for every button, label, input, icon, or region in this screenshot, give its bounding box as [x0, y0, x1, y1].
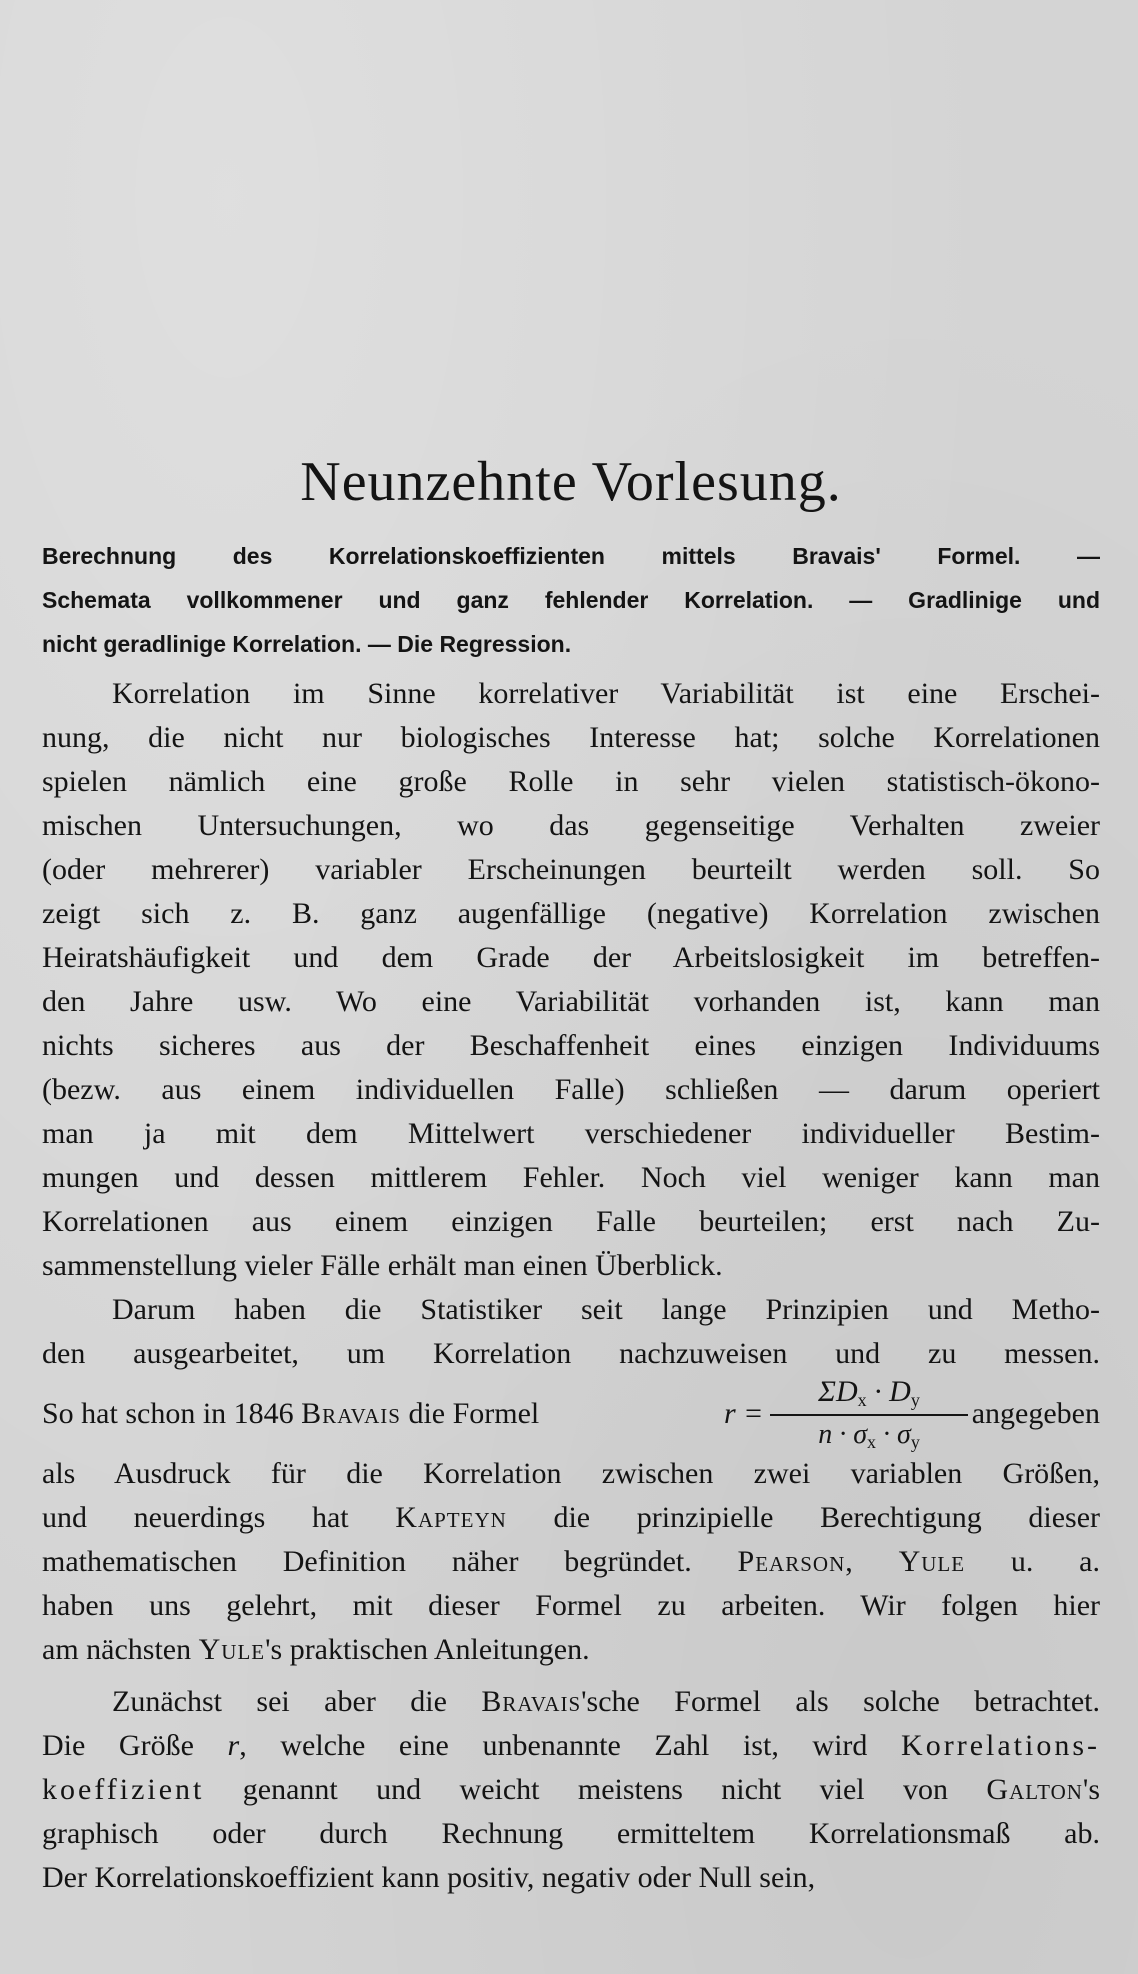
- paragraph-2: [42, 1288, 1100, 1672]
- text-line: (oder mehrerer) variabler Erscheinungen beurteilt werden soll. So: [42, 853, 1100, 886]
- formula-denominator: $n \cdot \sigma_x \cdot \sigma_y$: [818, 1419, 920, 1452]
- text-line: Der Korrelationskoeffizient kann positiv, negativ oder Null sein,: [42, 1861, 816, 1894]
- summary-line-1: Berechnung des Korrelationskoeffizienten mittels Bravais' Formel. —: [42, 543, 1100, 569]
- text-line: koeffizient genannt und weicht meistens nicht viel von Galton's: [42, 1773, 1101, 1806]
- summary-line-3: nicht geradlinige Korrelation. — Die Regression.: [42, 631, 572, 657]
- formula-trailing-text: angegeben: [971, 1397, 1100, 1430]
- text-line: sammenstellung vieler Fälle erhält man einen Überblick.: [42, 1249, 723, 1282]
- text-line: als Ausdruck für die Korrelation zwischen zwei variablen Größen,: [42, 1457, 1100, 1490]
- paragraph-1: [42, 672, 1100, 1288]
- text-line: graphisch oder durch Rechnung ermitteltem Korrelationsmaß ab.: [42, 1817, 1100, 1850]
- text-line: Heiratshäufigkeit und dem Grade der Arbeitslosigkeit im betreffen-: [42, 941, 1100, 974]
- author-name: Yule: [198, 1633, 266, 1666]
- chapter-title: Neunzehnte Vorlesung.: [300, 451, 842, 513]
- paragraph-3: [42, 1680, 1100, 1900]
- author-name: Yule: [898, 1545, 966, 1578]
- author-name: Bravais: [301, 1397, 401, 1430]
- formula-lead-text: So hat schon in 1846 Bravais die Formel: [42, 1397, 540, 1430]
- text-line: Zunächst sei aber die Bravais'sche Formel als solche betrachtet.: [112, 1685, 1101, 1718]
- text-line: nichts sicheres aus der Beschaffenheit eines einzigen Individuums: [42, 1029, 1100, 1062]
- text-line: den ausgearbeitet, um Korrelation nachzuweisen und zu messen.: [42, 1337, 1100, 1370]
- term-emphasis: Korrelations-: [901, 1729, 1100, 1762]
- text-line: mathematischen Definition näher begründet. Pearson, Yule u. a.: [42, 1545, 1100, 1578]
- text-line: spielen nämlich eine große Rolle in sehr vielen statistisch-ökono-: [42, 765, 1100, 798]
- text-line: Korrelation im Sinne korrelativer Variabilität ist eine Erschei-: [112, 677, 1100, 710]
- variable-r: r: [227, 1729, 240, 1762]
- text-line: mischen Untersuchungen, wo das gegenseitige Verhalten zweier: [42, 809, 1100, 842]
- formula-numerator: $\Sigma D_x \cdot D_y$: [818, 1375, 920, 1410]
- text-line: am nächsten Yule's praktischen Anleitungen.: [42, 1633, 590, 1666]
- author-name: Bravais: [481, 1685, 582, 1718]
- term-emphasis: koeffizient: [42, 1773, 205, 1806]
- text-line: zeigt sich z. B. ganz augenfällige (negative) Korrelation zwischen: [42, 897, 1100, 930]
- text-line: (bezw. aus einem individuellen Falle) schließen — darum operiert: [42, 1073, 1100, 1106]
- text-line: Darum haben die Statistiker seit lange Prinzipien und Metho-: [112, 1293, 1100, 1326]
- text-line: den Jahre usw. Wo eine Variabilität vorhanden ist, kann man: [42, 985, 1100, 1018]
- fraction-bar: [770, 1414, 968, 1416]
- paragraph-gap: [42, 1672, 1100, 1680]
- text-line: nung, die nicht nur biologisches Interesse hat; solche Korrelationen: [42, 721, 1100, 754]
- text-line: Korrelationen aus einem einzigen Falle beurteilen; erst nach Zu-: [42, 1205, 1100, 1238]
- author-name: Pearson: [737, 1545, 846, 1578]
- chapter-summary: [42, 538, 1100, 670]
- book-page: [42, 0, 1100, 1974]
- text-line: mungen und dessen mittlerem Fehler. Noch viel weniger kann man: [42, 1161, 1100, 1194]
- text-line: haben uns gelehrt, mit dieser Formel zu arbeiten. Wir folgen hier: [42, 1589, 1100, 1622]
- body-text: [42, 672, 1100, 1900]
- summary-line-2: Schemata vollkommener und ganz fehlender Korrelation. — Gradlinige und: [42, 587, 1100, 613]
- formula-line: [42, 1376, 1100, 1452]
- bravais-formula: [764, 1376, 974, 1452]
- text-line: man ja mit dem Mittelwert verschiedener individueller Bestim-: [42, 1117, 1100, 1150]
- text-line: Die Größe r, welche eine unbenannte Zahl ist, wird Korrelations-: [42, 1729, 1100, 1762]
- text-line: und neuerdings hat Kapteyn die prinzipielle Berechtigung dieser: [42, 1501, 1100, 1534]
- author-name: Galton: [986, 1773, 1083, 1806]
- author-name: Kapteyn: [395, 1501, 507, 1534]
- formula-lhs: r =: [724, 1397, 764, 1430]
